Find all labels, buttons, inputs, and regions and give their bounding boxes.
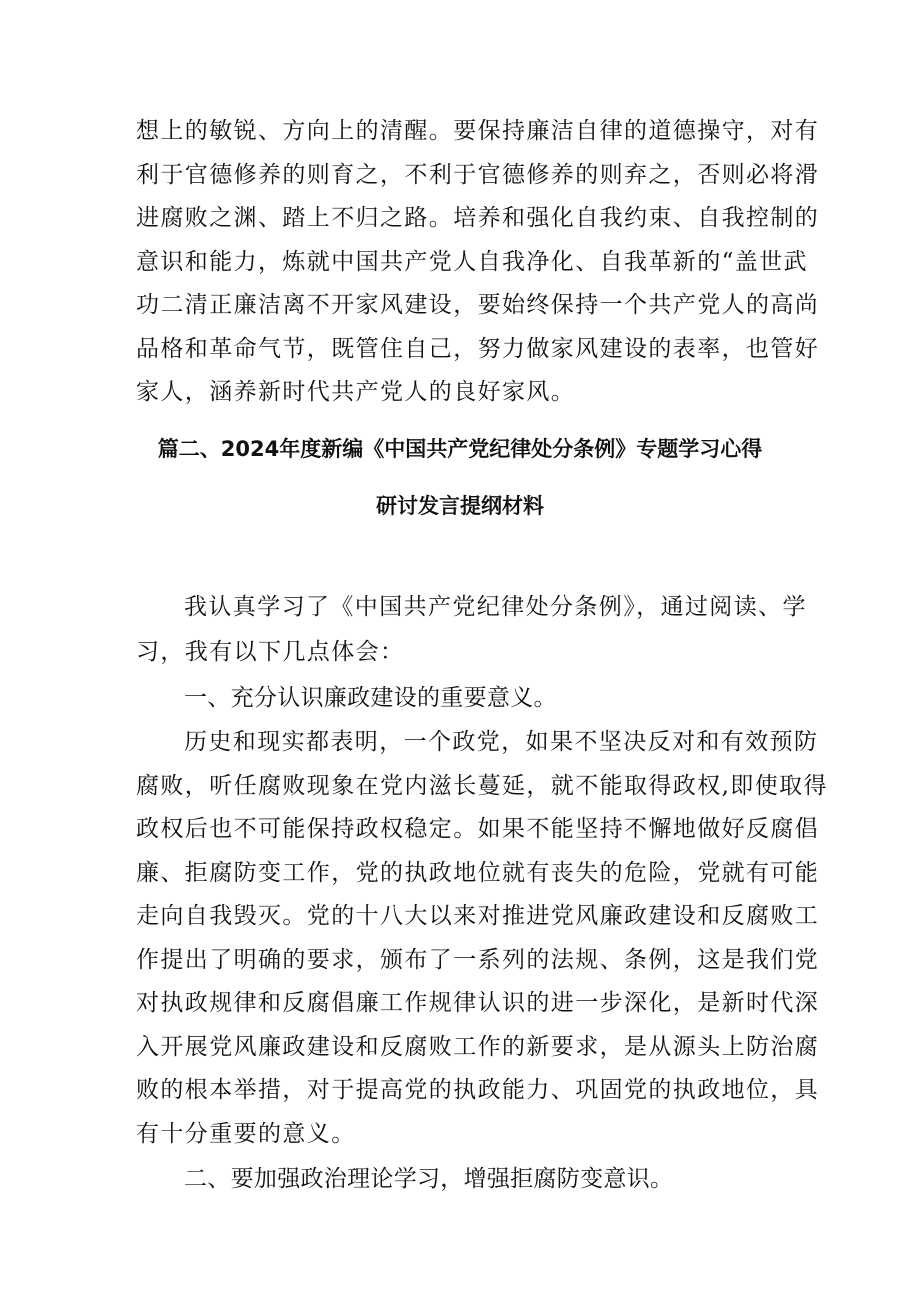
section-heading-1: 一、充分认识廉政建设的重要意义。 (184, 685, 557, 711)
paragraph-line: 败的根本举措，对于提高党的执政能力、巩固党的执政地位，具 (136, 1077, 820, 1103)
paragraph-line: 历史和现实都表明，一个政党，如果不坚决反对和有效预防 (184, 729, 819, 755)
paragraph-line: 腐败，听任腐败现象在党内滋长蔓延，就不能取得政权,即使取得 (136, 773, 828, 799)
article-title-line-2: 研讨发言提纲材料 (376, 494, 544, 518)
paragraph-line: 走向自我毁灭。党的十八大以来对推进党风廉政建设和反腐败工 (136, 903, 820, 929)
intro-line: 习，我有以下几点体会： (136, 639, 405, 665)
paragraph-line: 有十分重要的意义。 (136, 1121, 356, 1147)
paragraph-line: 家人，涵养新时代共产党人的良好家风。 (136, 379, 576, 405)
paragraph-line: 意识和能力，炼就中国共产党人自我净化、自我革新的“盖世武 (136, 249, 808, 275)
paragraph-line: 廉、拒腐防变工作，党的执政地位就有丧失的危险，党就有可能 (136, 860, 820, 886)
paragraph-line: 想上的敏锐、方向上的清醒。要保持廉洁自律的道德操守，对有 (136, 118, 820, 144)
section-heading-2: 二、要加强政治理论学习，增强拒腐防变意识。 (184, 1166, 674, 1192)
paragraph-line: 功二清正廉洁离不开家风建设，要始终保持一个共产党人的高尚 (136, 292, 820, 318)
paragraph-line: 进腐败之渊、踏上不归之路。培养和强化自我约束、自我控制的 (136, 205, 820, 231)
paragraph-line: 政权后也不可能保持政权稳定。如果不能坚持不懈地做好反腐倡 (136, 816, 820, 842)
paragraph-line: 入开展党风廉政建设和反腐败工作的新要求，是从源头上防治腐 (136, 1034, 820, 1060)
paragraph-line: 作提出了明确的要求，颁布了一系列的法规、条例，这是我们党 (136, 947, 820, 973)
paragraph-line: 利于官德修养的则育之，不利于官德修养的则弃之，否则必将滑 (136, 162, 820, 188)
paragraph-line: 对执政规律和反腐倡廉工作规律认识的进一步深化，是新时代深 (136, 990, 820, 1016)
paragraph-line: 品格和革命气节，既管住自己，努力做家风建设的表率，也管好 (136, 336, 820, 362)
article-title-line-1: 篇二、2024年度新编《中国共产党纪律处分条例》专题学习心得 (157, 437, 763, 461)
intro-line: 我认真学习了《中国共产党纪律处分条例》，通过阅读、学 (184, 594, 807, 620)
